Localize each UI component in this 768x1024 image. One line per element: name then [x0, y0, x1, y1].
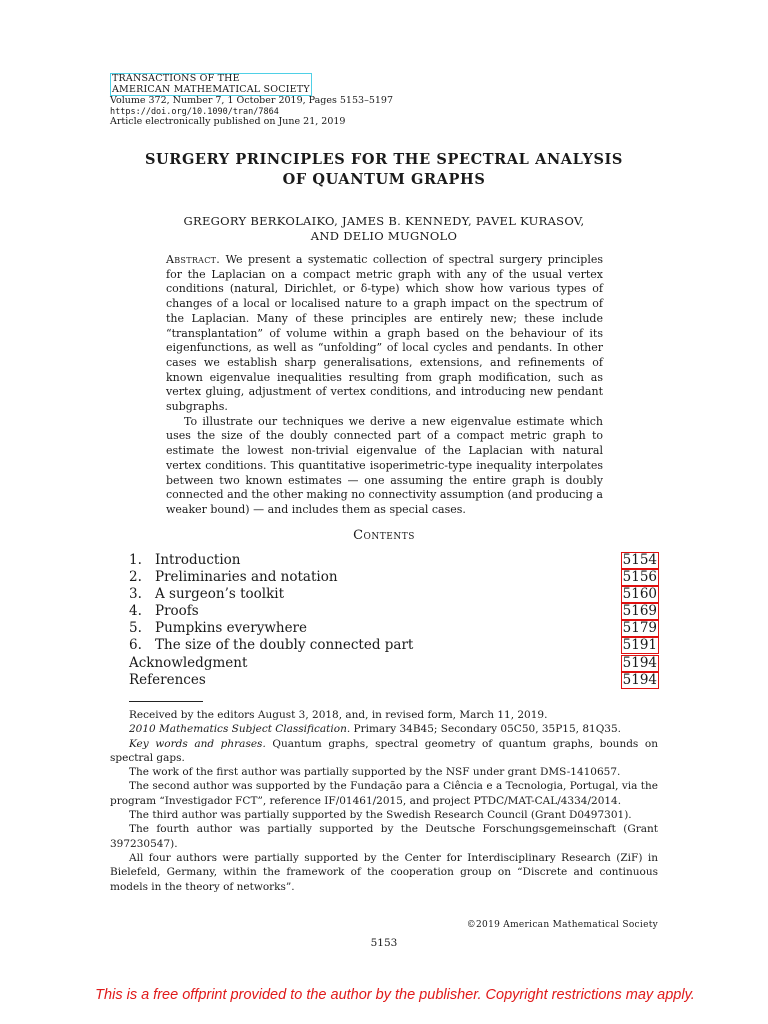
support-note: The third author was partially supported by the Swedish Research Council (Grant D0497301). [129, 809, 632, 822]
toc-page-link[interactable]: 5194 [622, 654, 657, 671]
toc-entry: 5. Pumpkins everywhere 5179 [129, 620, 657, 637]
toc-entry: 6. The size of the doubly connected part 5191 [129, 637, 657, 654]
toc-page-link[interactable]: 5191 [622, 637, 657, 654]
toc-entry: References 5194 [129, 671, 657, 688]
doi-link[interactable]: https://doi.org/10.1090/tran/7864 [110, 106, 279, 117]
toc-entry: 2. Preliminaries and notation 5156 [129, 569, 657, 586]
abstract-label: Abstract. [166, 253, 221, 266]
toc-entry: 4. Proofs 5169 [129, 603, 657, 620]
toc-entry: Acknowledgment 5194 [129, 654, 657, 671]
author-list: GREGORY BERKOLAIKO, JAMES B. KENNEDY, PAVEL KURASOV, AND DELIO MUGNOLO [183, 214, 585, 243]
toc-entry: 3. A surgeon’s toolkit 5160 [129, 586, 657, 603]
abstract [166, 253, 603, 518]
msc-note: 2010 Mathematics Subject Classification. Primary 34B45; Secondary 05C50, 35P15, 81Q35. [129, 723, 621, 736]
toc-page-link[interactable]: 5179 [622, 620, 657, 637]
support-note: The fourth author was partially supported by the Deutsche Forschungsgemeinschaft (Grant 397230547). [110, 823, 658, 850]
publication-date: Article electronically published on June 21, 2019 [110, 116, 346, 127]
received-note: Received by the editors August 3, 2018, and, in revised form, March 11, 2019. [129, 709, 548, 721]
support-note: The work of the first author was partially supported by the NSF under grant DMS-1410657. [129, 766, 621, 779]
support-note: All four authors were partially supported by the Center for Interdisciplinary Research (ZiF) in Bielefeld, Germany, within the framework of the cooperation group on “Discrete and continuous models in the theory of networks”. [110, 851, 658, 893]
abstract-para-1: We present a systematic collection of spectral surgery principles for the Laplacian on a compact metric graph with any of the usual vertex conditions (natural, Dirichlet, or δ-type) which show how various types of changes of a local or localised nature to a graph impact on the spectrum of the Laplacian. Many of these principles are entirely new; these include “transplantation” of volume within a graph based on the behaviour of its eigenfunctions, as well as “unfolding” of local cycles and pendants. In other cases we establish sharp generalisations, extensions, and refinements of known eigenvalue inequalities resulting from graph modification, such as vertex gluing, adjustment of vertex conditions, and introducing new pendant subgraphs. [166, 253, 603, 414]
offprint-notice: This is a free offprint provided to the author by the publisher. Copyright restrictions may apply. [95, 987, 695, 1003]
toc-page-link[interactable]: 5160 [622, 586, 657, 603]
page-number: 5153 [370, 937, 398, 949]
contents-heading: Contents [353, 528, 415, 543]
toc-page-link[interactable]: 5154 [622, 552, 657, 568]
keywords-note: Key words and phrases. Quantum graphs, spectral geometry of quantum graphs, bounds on spectral gaps. [110, 737, 659, 764]
toc-page-link[interactable]: 5156 [622, 569, 657, 586]
volume-info: Volume 372, Number 7, 1 October 2019, Pages 5153–5197 [110, 95, 393, 106]
journal-header [110, 73, 393, 128]
footnote-rule [129, 701, 203, 702]
toc-page-link[interactable]: 5194 [622, 671, 657, 688]
footnotes [110, 708, 658, 894]
toc-entry: 1. Introduction 5154 [129, 552, 657, 568]
journal-link[interactable]: TRANSACTIONS OF THE AMERICAN MATHEMATICAL SOCIETY [112, 73, 310, 95]
support-note: The second author was supported by the Fundação para a Ciência e a Tecnologia, Portugal, via the program “Investigador FCT”, reference IF/01461/2015, and project PTDC/MAT-CAL/4334/2014. [110, 780, 658, 807]
copyright: ©2019 American Mathematical Society [466, 920, 658, 930]
abstract-para-2: To illustrate our techniques we derive a new eigenvalue estimate which uses the size of the doubly connected part of a compact metric graph to estimate the lowest non-trivial eigenvalue of the Laplacian with natural vertex conditions. This quantitative isoperimetric-type inequality interpolates between two known estimates — one assuming the entire graph is doubly connected and the other making no connectivity assumption (and producing a weaker bound) — and includes them as special cases. [166, 414, 603, 516]
table-of-contents [129, 552, 659, 689]
paper-title: SURGERY PRINCIPLES FOR THE SPECTRAL ANALYSIS OF QUANTUM GRAPHS [144, 151, 623, 188]
toc-page-link[interactable]: 5169 [622, 603, 657, 620]
